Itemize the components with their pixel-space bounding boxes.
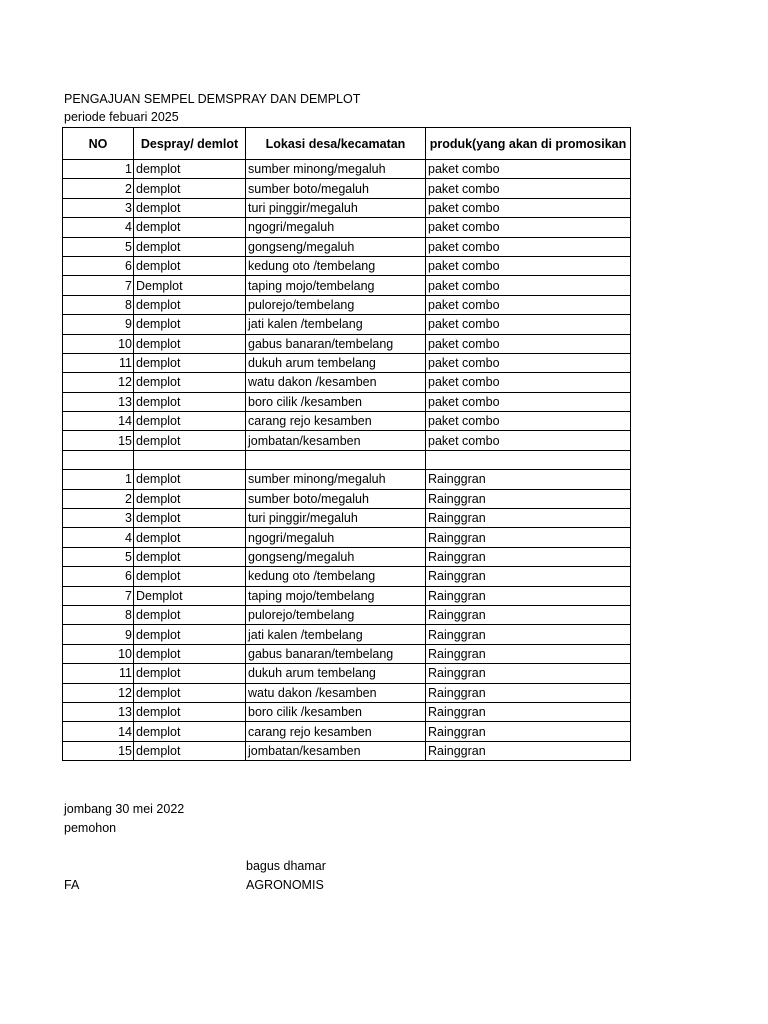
signer-name: bagus dhamar: [246, 859, 326, 873]
table-row: [63, 470, 631, 489]
cell-no: 8: [63, 295, 134, 314]
table-row: [63, 625, 631, 644]
cell-type: demplot: [134, 489, 246, 508]
table-row: [63, 683, 631, 702]
cell-no: 2: [63, 489, 134, 508]
fa-label: FA: [64, 878, 80, 892]
cell-no: 15: [63, 431, 134, 450]
cell-type: demplot: [134, 470, 246, 489]
table-row: [63, 218, 631, 237]
table-row: [63, 412, 631, 431]
cell-location: gongseng/megaluh: [246, 547, 426, 566]
table-row: [63, 237, 631, 256]
table-row: [63, 353, 631, 372]
cell-type: demplot: [134, 373, 246, 392]
cell-product: Rainggran: [426, 722, 631, 741]
cell-type: demplot: [134, 644, 246, 663]
cell-type: demplot: [134, 528, 246, 547]
cell-type: demplot: [134, 256, 246, 275]
cell-no: 9: [63, 625, 134, 644]
cell-no: 14: [63, 722, 134, 741]
cell-product: Rainggran: [426, 683, 631, 702]
signer-role: AGRONOMIS: [246, 878, 324, 892]
cell-product: paket combo: [426, 160, 631, 179]
table-row: [63, 179, 631, 198]
cell-location: boro cilik /kesamben: [246, 392, 426, 411]
cell-location: gabus banaran/tembelang: [246, 334, 426, 353]
cell-product: Rainggran: [426, 528, 631, 547]
cell-location: kedung oto /tembelang: [246, 256, 426, 275]
cell-location: dukuh arum tembelang: [246, 664, 426, 683]
cell-product: Rainggran: [426, 644, 631, 663]
cell-no: 6: [63, 567, 134, 586]
demplot-table: [62, 127, 631, 761]
table-row: [63, 373, 631, 392]
period-label: periode febuari 2025: [64, 110, 179, 124]
cell-location: sumber boto/megaluh: [246, 179, 426, 198]
cell-product: paket combo: [426, 431, 631, 450]
cell-product: paket combo: [426, 237, 631, 256]
cell-location: jati kalen /tembelang: [246, 315, 426, 334]
cell-no: 5: [63, 547, 134, 566]
table-row: [63, 702, 631, 721]
cell-location: carang rejo kesamben: [246, 412, 426, 431]
cell-product: paket combo: [426, 256, 631, 275]
cell-no: 5: [63, 237, 134, 256]
cell-product: Rainggran: [426, 625, 631, 644]
cell-type: demplot: [134, 353, 246, 372]
cell-location: jombatan/kesamben: [246, 741, 426, 760]
cell-location: taping mojo/tembelang: [246, 586, 426, 605]
cell-no: 13: [63, 392, 134, 411]
table-header-row: [63, 128, 631, 160]
cell-no: 11: [63, 353, 134, 372]
cell-location: kedung oto /tembelang: [246, 567, 426, 586]
cell-no: 7: [63, 586, 134, 605]
table-row: [63, 664, 631, 683]
cell-type: Demplot: [134, 276, 246, 295]
table-row: [63, 315, 631, 334]
cell-no: 8: [63, 605, 134, 624]
cell-no: 1: [63, 160, 134, 179]
cell-no: 4: [63, 218, 134, 237]
table-row: [63, 198, 631, 217]
cell-type: demplot: [134, 509, 246, 528]
cell-no: 14: [63, 412, 134, 431]
cell-type: demplot: [134, 218, 246, 237]
table-row: [63, 722, 631, 741]
cell-no: 11: [63, 664, 134, 683]
cell-no: 9: [63, 315, 134, 334]
cell-product: Rainggran: [426, 470, 631, 489]
cell-location: gabus banaran/tembelang: [246, 644, 426, 663]
table-row: [63, 489, 631, 508]
applicant-label: pemohon: [64, 821, 117, 835]
column-header-product: produk(yang akan di promosikan: [426, 128, 631, 160]
cell-type: demplot: [134, 625, 246, 644]
cell-product: paket combo: [426, 315, 631, 334]
cell-location: dukuh arum tembelang: [246, 353, 426, 372]
cell-type: demplot: [134, 334, 246, 353]
cell-product: paket combo: [426, 412, 631, 431]
table-row: [63, 509, 631, 528]
cell-location: watu dakon /kesamben: [246, 373, 426, 392]
cell-type: demplot: [134, 547, 246, 566]
cell-product: Rainggran: [426, 509, 631, 528]
cell-type: demplot: [134, 237, 246, 256]
cell-type: demplot: [134, 722, 246, 741]
cell-location: pulorejo/tembelang: [246, 605, 426, 624]
empty-cell: [246, 450, 426, 469]
cell-type: demplot: [134, 683, 246, 702]
cell-product: Rainggran: [426, 741, 631, 760]
cell-no: 4: [63, 528, 134, 547]
cell-product: Rainggran: [426, 664, 631, 683]
cell-product: paket combo: [426, 353, 631, 372]
cell-product: paket combo: [426, 392, 631, 411]
table-row: [63, 431, 631, 450]
cell-type: demplot: [134, 567, 246, 586]
cell-location: jombatan/kesamben: [246, 431, 426, 450]
cell-no: 1: [63, 470, 134, 489]
cell-location: carang rejo kesamben: [246, 722, 426, 741]
cell-no: 10: [63, 334, 134, 353]
table-row: [63, 741, 631, 760]
table-row: [63, 528, 631, 547]
cell-product: Rainggran: [426, 489, 631, 508]
cell-type: Demplot: [134, 586, 246, 605]
table-row: [63, 160, 631, 179]
cell-no: 13: [63, 702, 134, 721]
cell-no: 12: [63, 683, 134, 702]
cell-location: turi pinggir/megaluh: [246, 198, 426, 217]
cell-product: paket combo: [426, 179, 631, 198]
cell-type: demplot: [134, 412, 246, 431]
cell-location: ngogri/megaluh: [246, 218, 426, 237]
cell-no: 6: [63, 256, 134, 275]
table-row: [63, 586, 631, 605]
cell-no: 3: [63, 198, 134, 217]
table-row: [63, 295, 631, 314]
cell-type: demplot: [134, 741, 246, 760]
cell-type: demplot: [134, 179, 246, 198]
cell-product: paket combo: [426, 373, 631, 392]
cell-product: paket combo: [426, 218, 631, 237]
empty-cell: [426, 450, 631, 469]
cell-no: 2: [63, 179, 134, 198]
cell-type: demplot: [134, 315, 246, 334]
cell-location: ngogri/megaluh: [246, 528, 426, 547]
cell-location: sumber boto/megaluh: [246, 489, 426, 508]
cell-location: boro cilik /kesamben: [246, 702, 426, 721]
cell-type: demplot: [134, 702, 246, 721]
column-header-no: NO: [63, 128, 134, 160]
table-row: [63, 605, 631, 624]
cell-location: turi pinggir/megaluh: [246, 509, 426, 528]
cell-product: Rainggran: [426, 702, 631, 721]
date-line: jombang 30 mei 2022: [64, 802, 185, 816]
cell-no: 3: [63, 509, 134, 528]
cell-location: gongseng/megaluh: [246, 237, 426, 256]
column-header-location: Lokasi desa/kecamatan: [246, 128, 426, 160]
cell-product: Rainggran: [426, 567, 631, 586]
cell-no: 15: [63, 741, 134, 760]
document-title: PENGAJUAN SEMPEL DEMSPRAY DAN DEMPLOT: [64, 92, 361, 106]
cell-no: 10: [63, 644, 134, 663]
table-row: [63, 256, 631, 275]
cell-location: watu dakon /kesamben: [246, 683, 426, 702]
table-row: [63, 567, 631, 586]
table-row: [63, 276, 631, 295]
cell-type: demplot: [134, 160, 246, 179]
table-row: [63, 392, 631, 411]
cell-location: taping mojo/tembelang: [246, 276, 426, 295]
cell-type: demplot: [134, 392, 246, 411]
cell-location: pulorejo/tembelang: [246, 295, 426, 314]
empty-cell: [63, 450, 134, 469]
table-row: [63, 547, 631, 566]
table-row: [63, 644, 631, 663]
cell-product: paket combo: [426, 334, 631, 353]
cell-type: demplot: [134, 605, 246, 624]
cell-product: Rainggran: [426, 605, 631, 624]
column-header-type: Despray/ demlot: [134, 128, 246, 160]
cell-location: sumber minong/megaluh: [246, 470, 426, 489]
cell-location: sumber minong/megaluh: [246, 160, 426, 179]
cell-no: 7: [63, 276, 134, 295]
table-spacer-row: [63, 450, 631, 469]
cell-no: 12: [63, 373, 134, 392]
empty-cell: [134, 450, 246, 469]
cell-type: demplot: [134, 664, 246, 683]
cell-product: Rainggran: [426, 586, 631, 605]
cell-product: Rainggran: [426, 547, 631, 566]
cell-product: paket combo: [426, 295, 631, 314]
cell-product: paket combo: [426, 276, 631, 295]
cell-location: jati kalen /tembelang: [246, 625, 426, 644]
cell-product: paket combo: [426, 198, 631, 217]
table-body: [63, 160, 631, 761]
table-row: [63, 334, 631, 353]
cell-type: demplot: [134, 295, 246, 314]
cell-type: demplot: [134, 198, 246, 217]
cell-type: demplot: [134, 431, 246, 450]
